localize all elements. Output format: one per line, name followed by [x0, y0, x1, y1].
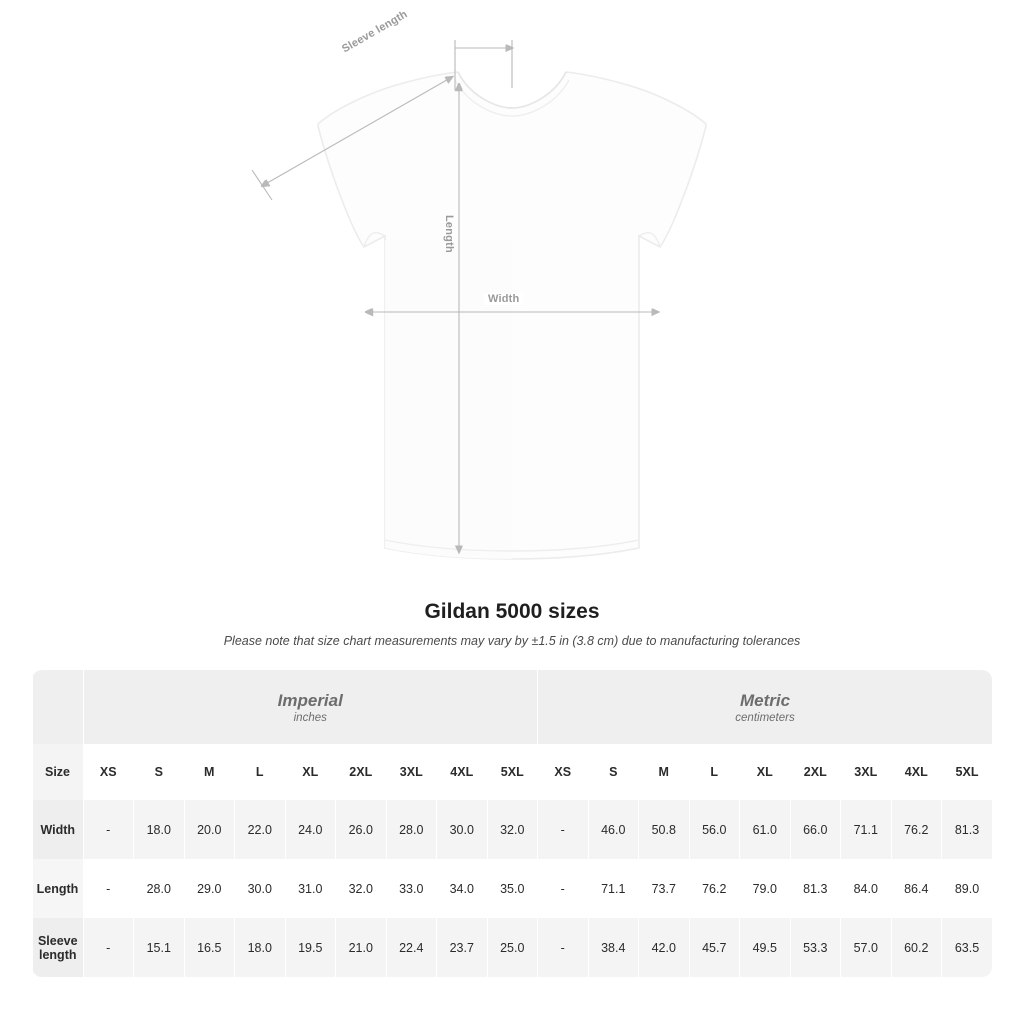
- measurement-cell-metric: 73.7: [639, 859, 690, 918]
- sleeve-length-label: Sleeve length: [340, 8, 410, 56]
- measurement-cell-metric: -: [538, 918, 589, 977]
- measurement-cell-imperial: 28.0: [386, 800, 437, 859]
- unit-header-metric: [538, 670, 993, 744]
- unit-header-row: [33, 670, 993, 744]
- measurement-cell-metric: 71.1: [588, 859, 639, 918]
- unit-name: Imperial: [277, 691, 343, 711]
- size-chart-table-wrap: [32, 670, 992, 977]
- size-header-cell: 4XL: [437, 744, 488, 800]
- measurement-cell-metric: 79.0: [740, 859, 791, 918]
- measurement-cell-imperial: -: [83, 918, 134, 977]
- size-label-cell: Size: [33, 744, 84, 800]
- measurement-cell-imperial: 15.1: [134, 918, 185, 977]
- size-header-cell: M: [639, 744, 690, 800]
- row-header-cell: Width: [33, 800, 84, 859]
- unit-name: Metric: [739, 691, 791, 711]
- measurement-cell-metric: 71.1: [841, 800, 892, 859]
- measurement-cell-imperial: 35.0: [487, 859, 538, 918]
- unit-subtitle: inches: [293, 711, 327, 724]
- measurement-cell-metric: 63.5: [942, 918, 993, 977]
- measurement-cell-metric: 76.2: [891, 800, 942, 859]
- measurement-cell-imperial: 16.5: [184, 918, 235, 977]
- measurement-cell-imperial: 28.0: [134, 859, 185, 918]
- measurement-cell-imperial: 25.0: [487, 918, 538, 977]
- measurement-cell-metric: 81.3: [790, 859, 841, 918]
- size-header-cell: L: [689, 744, 740, 800]
- measurement-cell-metric: 49.5: [740, 918, 791, 977]
- table-corner-cell: [33, 670, 84, 744]
- measurement-cell-metric: 42.0: [639, 918, 690, 977]
- measurement-cell-metric: 57.0: [841, 918, 892, 977]
- measurement-cell-metric: 38.4: [588, 918, 639, 977]
- size-header-cell: S: [134, 744, 185, 800]
- table-row: [33, 859, 993, 918]
- size-header-cell: 5XL: [487, 744, 538, 800]
- width-label: Width: [484, 293, 523, 305]
- measurement-cell-imperial: 21.0: [336, 918, 387, 977]
- measurement-cell-imperial: 30.0: [235, 859, 286, 918]
- measurement-cell-imperial: 18.0: [134, 800, 185, 859]
- measurement-cell-metric: -: [538, 859, 589, 918]
- measurement-cell-metric: 46.0: [588, 800, 639, 859]
- measurement-cell-imperial: -: [83, 859, 134, 918]
- tshirt-shape: [318, 72, 706, 559]
- size-header-cell: 5XL: [942, 744, 993, 800]
- unit-header-imperial: [83, 670, 538, 744]
- row-header-cell: Length: [33, 859, 84, 918]
- measurement-cell-imperial: 34.0: [437, 859, 488, 918]
- measurement-cell-imperial: 22.0: [235, 800, 286, 859]
- size-header-cell: XS: [83, 744, 134, 800]
- measurement-cell-metric: 76.2: [689, 859, 740, 918]
- measurement-cell-metric: 60.2: [891, 918, 942, 977]
- measurement-cell-imperial: 29.0: [184, 859, 235, 918]
- title-block: [0, 600, 1024, 648]
- size-header-cell: 3XL: [841, 744, 892, 800]
- measurement-cell-imperial: 32.0: [336, 859, 387, 918]
- size-header-cell: 2XL: [336, 744, 387, 800]
- size-header-cell: XL: [285, 744, 336, 800]
- measurement-cell-imperial: 33.0: [386, 859, 437, 918]
- size-chart-table: [32, 670, 992, 977]
- measurement-cell-imperial: 22.4: [386, 918, 437, 977]
- measurement-cell-metric: 45.7: [689, 918, 740, 977]
- unit-subtitle: centimeters: [735, 711, 795, 724]
- measurement-cell-imperial: 18.0: [235, 918, 286, 977]
- size-header-cell: 3XL: [386, 744, 437, 800]
- length-label: Length: [443, 215, 455, 253]
- measurement-cell-imperial: 32.0: [487, 800, 538, 859]
- table-row: [33, 918, 993, 977]
- size-header-cell: XS: [538, 744, 589, 800]
- measurement-cell-metric: -: [538, 800, 589, 859]
- measurement-cell-metric: 50.8: [639, 800, 690, 859]
- row-header-cell: Sleeve length: [33, 918, 84, 977]
- size-header-cell: XL: [740, 744, 791, 800]
- measurement-cell-imperial: 24.0: [285, 800, 336, 859]
- size-header-row: [33, 744, 993, 800]
- measurement-cell-metric: 53.3: [790, 918, 841, 977]
- size-header-cell: M: [184, 744, 235, 800]
- size-header-cell: S: [588, 744, 639, 800]
- size-header-cell: 2XL: [790, 744, 841, 800]
- measurement-cell-imperial: 23.7: [437, 918, 488, 977]
- measurement-cell-imperial: 20.0: [184, 800, 235, 859]
- measurement-cell-imperial: -: [83, 800, 134, 859]
- measurement-cell-imperial: 19.5: [285, 918, 336, 977]
- measurement-cell-metric: 81.3: [942, 800, 993, 859]
- measurement-cell-imperial: 31.0: [285, 859, 336, 918]
- size-header-cell: 4XL: [891, 744, 942, 800]
- measurement-cell-metric: 89.0: [942, 859, 993, 918]
- size-header-cell: L: [235, 744, 286, 800]
- measurement-cell-metric: 86.4: [891, 859, 942, 918]
- measurement-cell-metric: 84.0: [841, 859, 892, 918]
- measurement-cell-metric: 66.0: [790, 800, 841, 859]
- measurement-cell-imperial: 30.0: [437, 800, 488, 859]
- measurement-cell-imperial: 26.0: [336, 800, 387, 859]
- page-title: Gildan 5000 sizes: [424, 600, 600, 623]
- measurement-cell-metric: 61.0: [740, 800, 791, 859]
- tolerance-note: Please note that size chart measurements may vary by ±1.5 in (3.8 cm) due to manufacturing tolerances: [223, 634, 801, 648]
- table-row: [33, 800, 993, 859]
- measurement-cell-metric: 56.0: [689, 800, 740, 859]
